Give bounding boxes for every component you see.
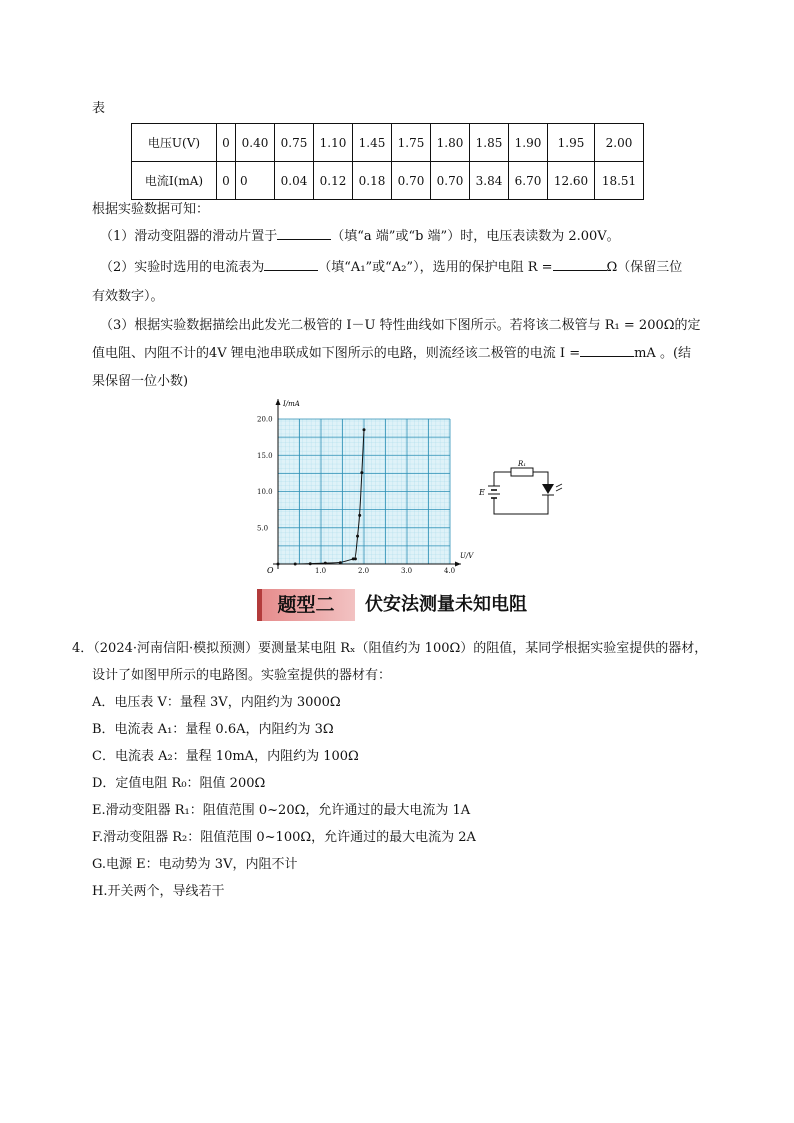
data-table: [131, 123, 644, 200]
answer-blank[interactable]: [277, 227, 331, 240]
iu-chart: [255, 395, 474, 580]
table-cell: 1.75: [392, 124, 431, 162]
table-cell: 0.75: [275, 124, 314, 162]
y-tick-label: 5.0: [257, 524, 269, 533]
data-point: [339, 561, 342, 564]
question-3-end: 果保留一位小数): [92, 374, 189, 389]
answer-blank[interactable]: [553, 258, 607, 271]
table-label: 表: [92, 101, 106, 116]
section-title: 伏安法测量未知电阻: [365, 594, 527, 615]
data-point: [363, 428, 366, 431]
x-axis-label: U/V: [460, 552, 474, 560]
table-cell: 1.95: [548, 124, 595, 162]
question-2-cont: 有效数字）。: [92, 289, 164, 304]
option-c: C．电流表 A₂：量程 10mA，内阻约为 100Ω: [92, 749, 359, 764]
origin-label: O: [267, 566, 274, 575]
option-d: D．定值电阻 R₀：阻值 200Ω: [92, 776, 266, 791]
data-point: [354, 557, 357, 560]
y-axis-label: I/mA: [283, 400, 300, 408]
option-a: A．电压表 V：量程 3V，内阻约为 3000Ω: [92, 695, 341, 710]
option-b: B．电流表 A₁：量程 0.6A，内阻约为 3Ω: [92, 722, 334, 737]
table-cell: 1.45: [353, 124, 392, 162]
x-tick-label: 1.0: [315, 567, 327, 575]
data-point: [277, 563, 280, 566]
y-tick-label: 20.0: [257, 415, 273, 424]
battery-label: E: [479, 488, 485, 497]
table-cell: 1.90: [509, 124, 548, 162]
data-point: [324, 562, 327, 565]
resistor-r1: [511, 468, 533, 476]
resistor-label: R₁: [518, 460, 527, 468]
data-point: [358, 514, 361, 517]
section-tag: 题型二: [257, 589, 355, 621]
table-cell: 0.70: [392, 162, 431, 200]
x-tick-label: 2.0: [358, 567, 370, 575]
table-cell: 0: [217, 124, 236, 162]
table-cell: 0: [236, 162, 275, 200]
option-e: E.滑动变阻器 R₁：阻值范围 0~20Ω，允许通过的最大电流为 1A: [92, 803, 471, 818]
x-tick-label: 4.0: [444, 567, 456, 575]
data-point: [356, 535, 359, 538]
row-header: 电压U(V): [132, 124, 217, 162]
table-cell: 6.70: [509, 162, 548, 200]
question-1: （1）滑动变阻器的滑动片置于 （填“a 端”或“b 端”）时，电压表读数为 2.00V。: [100, 229, 620, 244]
problem-4-stem-cont: 设计了如图甲所示的电路图。实验室提供的器材有：: [92, 668, 392, 683]
table-row: [132, 162, 644, 200]
data-point: [294, 563, 297, 566]
problem-4-stem: 4．（2024·河南信阳·模拟预测）要测量某电阻 Rₓ（阻值约为 100Ω）的阻值，某同学根据实验室提供的器材，: [72, 641, 708, 656]
x-tick-label: 3.0: [401, 567, 413, 575]
table-cell: 0: [217, 162, 236, 200]
option-h: H.开关两个，导线若干: [92, 884, 225, 899]
question-3: （3）根据实验数据描绘出此发光二极管的 I－U 特性曲线如下图所示。若将该二极管与 R₁ = 200Ω的定: [100, 318, 701, 333]
table-cell: 1.10: [314, 124, 353, 162]
circuit-diagram: [476, 458, 566, 524]
table-cell: 18.51: [595, 162, 644, 200]
led-icon: [542, 484, 554, 494]
option-g: G.电源 E：电动势为 3V，内阻不计: [92, 857, 298, 872]
table-cell: 0.40: [236, 124, 275, 162]
row-header: 电流I(mA): [132, 162, 217, 200]
table-cell: 0.12: [314, 162, 353, 200]
question-3-cont: 值电阻、内阻不计的4V 锂电池串联成如下图所示的电路，则流经该二极管的电流 I = mA 。(结: [92, 346, 692, 361]
table-cell: 1.80: [431, 124, 470, 162]
question-2: （2）实验时选用的电流表为 （填“A₁”或“A₂”），选用的保护电阻 R = Ω（保留三位: [100, 260, 683, 275]
table-cell: 0.70: [431, 162, 470, 200]
answer-blank[interactable]: [580, 344, 634, 357]
table-cell: 3.84: [470, 162, 509, 200]
table-cell: 0.18: [353, 162, 392, 200]
y-tick-label: 10.0: [257, 488, 273, 496]
section-banner: [257, 589, 537, 621]
answer-blank[interactable]: [264, 258, 318, 271]
table-cell: 2.00: [595, 124, 644, 162]
data-point: [360, 471, 363, 474]
option-f: F.滑动变阻器 R₂：阻值范围 0~100Ω，允许通过的最大电流为 2A: [92, 830, 476, 845]
table-row: [132, 124, 644, 162]
table-cell: 12.60: [548, 162, 595, 200]
intro-text: 根据实验数据可知：: [92, 202, 210, 217]
y-tick-label: 15.0: [257, 451, 273, 460]
table-cell: 0.04: [275, 162, 314, 200]
table-cell: 1.85: [470, 124, 509, 162]
data-point: [309, 562, 312, 565]
